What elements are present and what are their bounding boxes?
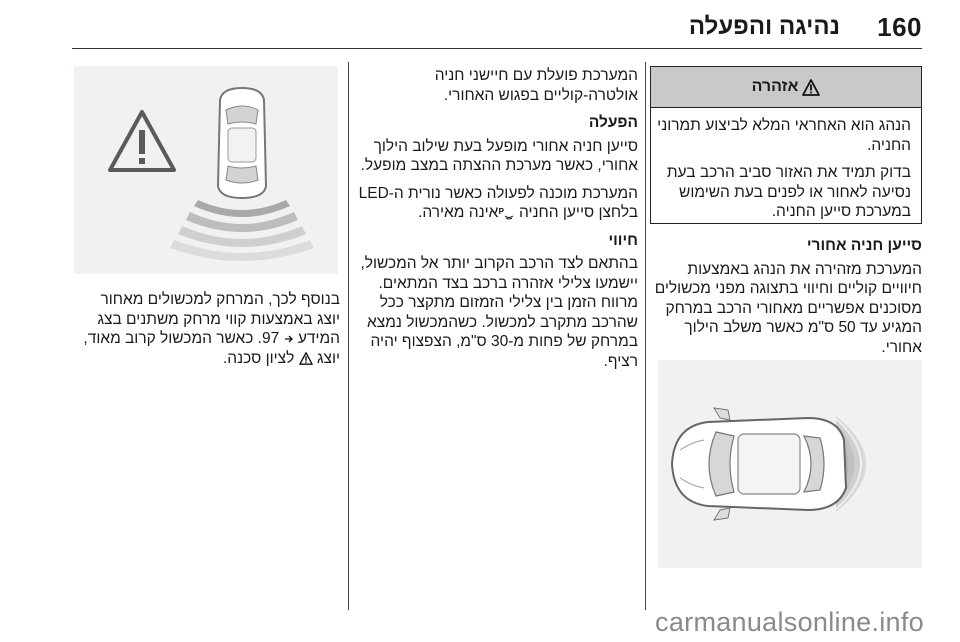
page-number: 160 bbox=[877, 12, 922, 42]
warning-triangle-icon bbox=[802, 79, 820, 96]
svg-text:P: P bbox=[498, 206, 504, 216]
warning-box bbox=[650, 66, 922, 224]
indication-paragraph: בהתאם לצד הרכב הקרוב יותר אל המכשול, יישמעו צלילי אזהרה ברכב בצד המתאים. מרווח הזמן בין צלילי הזמזום מתקצר ככל שהרכב מתקרב למכשול. כשהמכשול נמצא במרחק של פחות מ-30 ס"מ, הצפצוף יהיה רציף. bbox=[360, 255, 638, 370]
warning-body bbox=[651, 108, 921, 222]
car-sensor-figure bbox=[658, 360, 922, 568]
column-divider-left bbox=[348, 62, 349, 610]
right-column-text bbox=[652, 236, 922, 365]
section-title-indication: חיווי bbox=[608, 231, 638, 249]
chapter-title: נהיגה והפעלה bbox=[688, 13, 840, 40]
section-title-activation: הפעלה bbox=[588, 114, 638, 131]
warning-header bbox=[651, 67, 921, 108]
activation-paragraph-1: סייען חניה אחורי מופעל בעת שילוב הילוך אחורי, כאשר מערכת ההצתה במצב מופעל. bbox=[360, 137, 638, 174]
intro-paragraph: המערכת פועלת עם חיישני חניה אולטרה-קוליים בפגוש האחורי. bbox=[434, 67, 638, 104]
middle-column-text bbox=[356, 66, 638, 379]
column-divider-right bbox=[645, 62, 646, 610]
watermark: carmanualsonline.info bbox=[655, 607, 924, 637]
activation-text-b: אינה מאירה. bbox=[418, 204, 499, 221]
display-text-c: לציון סכנה. bbox=[222, 349, 295, 367]
display-warning-figure bbox=[74, 66, 338, 274]
warning-title: אזהרה bbox=[751, 78, 799, 95]
activation-text-a: המערכת מוכנה לפעולה כאשר נורית ה-LED בלחצן סייען החניה bbox=[358, 184, 638, 221]
page-header bbox=[0, 0, 960, 50]
header-rule bbox=[72, 48, 922, 49]
page-reference-icon bbox=[284, 334, 294, 344]
warning-paragraph-2: בדוק תמיד את האזור סביב הרכב בעת נסיעה לאחור או לפנים בעת השימוש במערכת סייען החניה. bbox=[666, 164, 911, 220]
car-top-view-illustration bbox=[658, 360, 922, 568]
page-reference-number: 97 bbox=[262, 330, 280, 347]
activation-paragraph-2 bbox=[356, 184, 638, 223]
display-screen-illustration bbox=[74, 66, 338, 274]
display-text-b: כאשר המכשול קרוב מאוד, יוצג bbox=[83, 330, 340, 367]
display-text-a: בנוסף לכך, המרחק למכשולים מאחור יוצג באמצעות קווי מרחק משתנים בצג המידע bbox=[97, 291, 340, 347]
warning-paragraph-1: הנהג הוא האחראי המלא לביצוע תמרוני החניה. bbox=[657, 117, 911, 154]
display-paragraph: בנוסף לכך, המרחק למכשולים מאחור יוצג באמצעות קווי מרחק משתנים בצג המידע 97. כאשר המכשול קרוב מאוד, יוצג לציון סכנה. bbox=[83, 291, 340, 367]
warning-triangle-icon bbox=[299, 352, 313, 365]
section-body-rear-park-assist: המערכת מזהירה את הנהג באמצעות חיוויים קוליים וחיווי בתצוגה מפני מכשולים מסוכנים אפשריים מאחורי הרכב במרחק המגיע עד 50 ס"מ כאשר משלב הילוך אחורי. bbox=[654, 260, 922, 356]
left-column-text bbox=[74, 290, 340, 376]
section-title-rear-park-assist: סייען חניה אחורי bbox=[806, 237, 922, 254]
park-assist-button-icon bbox=[498, 206, 515, 220]
